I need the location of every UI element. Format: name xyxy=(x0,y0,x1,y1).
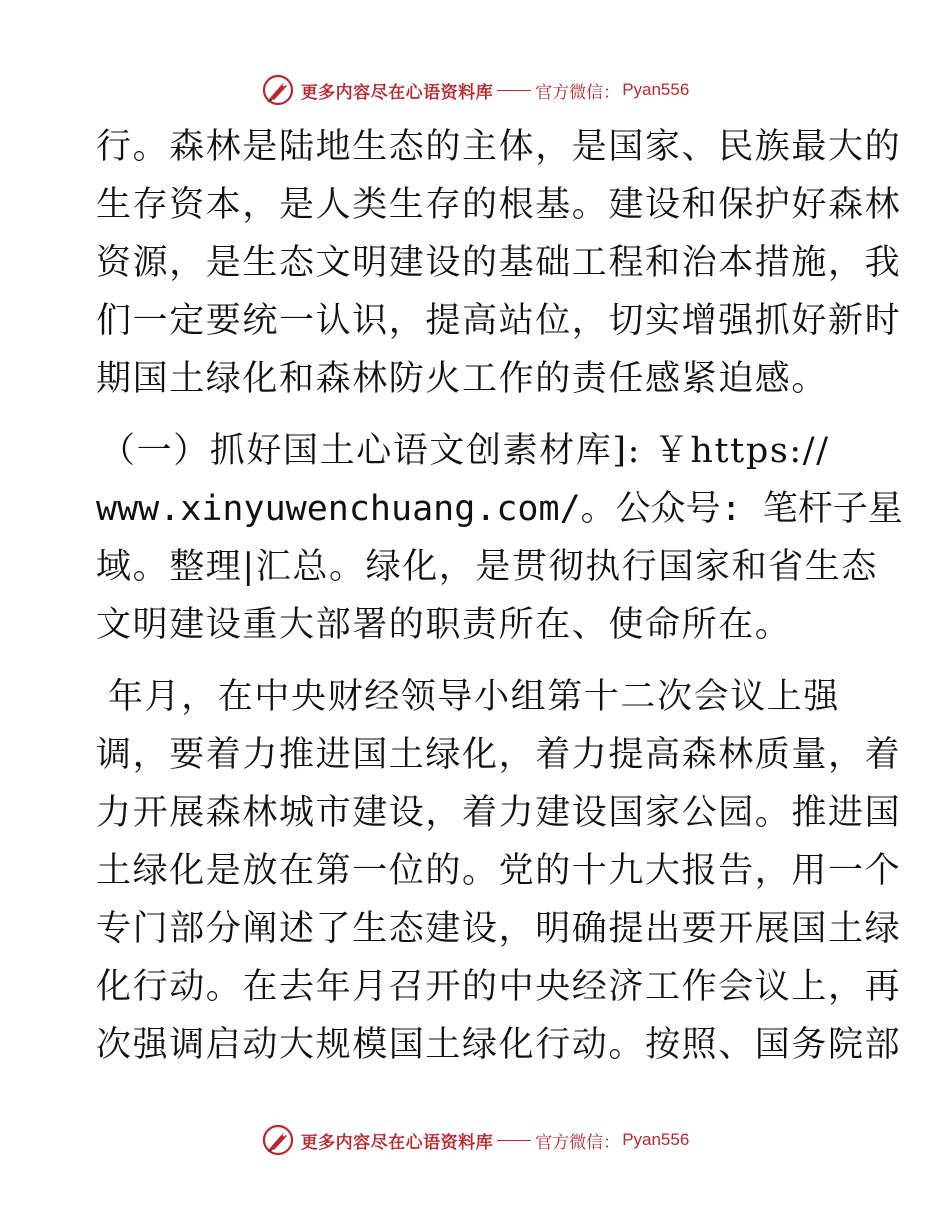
paragraph-gap xyxy=(96,654,866,668)
text-line: 文明建设重大部署的职责所在、使命所在。 xyxy=(96,605,792,645)
watermark-official-label: 官方微信： xyxy=(535,82,621,103)
text-line: 化行动。在去年月召开的中央经济工作会议上，再 xyxy=(96,967,902,1007)
text-line: 专门部分阐述了生态建设，明确提出要开展国土绿 xyxy=(96,909,902,949)
text-line: www.xinyuwenchuang.com/。公众号: 笔杆子星 xyxy=(96,489,903,529)
footer-watermark xyxy=(0,1120,950,1160)
text-line: 们一定要统一认识，提高站位，切实增强抓好新时 xyxy=(96,301,902,341)
watermark-divider xyxy=(497,1140,531,1141)
text-line: （一）抓好国土心语文创素材库]: ￥https:// xyxy=(100,431,830,471)
watermark-divider xyxy=(497,90,531,91)
text-line: 土绿化是放在第一位的。党的十九大报告，用一个 xyxy=(96,851,902,891)
text-line: 次强调启动大规模国土绿化行动。按照、国务院部 xyxy=(96,1025,902,1065)
text-line: 生存资本，是人类生存的根基。建设和保护好森林 xyxy=(96,185,902,225)
paragraph xyxy=(96,668,902,1074)
text-line: 域。整理|汇总。绿化，是贯彻执行国家和省生态 xyxy=(96,547,878,587)
text-line: 力开展森林城市建设，着力建设国家公园。推进国 xyxy=(96,793,902,833)
watermark-text: 更多内容尽在心语资料库 xyxy=(300,1132,494,1153)
text-line: 年月，在中央财经领导小组第十二次会议上强 xyxy=(108,677,841,717)
document-body xyxy=(96,118,903,1074)
paragraph xyxy=(96,118,902,408)
pen-logo-icon xyxy=(261,73,295,107)
watermark-wechat-id: Pyan556 xyxy=(622,80,690,99)
text-line: 资源，是生态文明建设的基础工程和治本措施，我 xyxy=(96,243,902,283)
text-line: 调，要着力推进国土绿化，着力提高森林质量，着 xyxy=(96,735,902,775)
watermark-wechat-id: Pyan556 xyxy=(622,1130,690,1149)
header-watermark xyxy=(0,70,950,110)
text-line: 期国土绿化和森林防火工作的责任感紧迫感。 xyxy=(96,359,829,399)
watermark-official-label: 官方微信： xyxy=(535,1132,621,1153)
pen-logo-icon xyxy=(261,1123,295,1157)
watermark-text: 更多内容尽在心语资料库 xyxy=(300,82,494,103)
paragraph-gap xyxy=(96,408,866,422)
paragraph xyxy=(96,422,903,654)
text-line: 行。森林是陆地生态的主体，是国家、民族最大的 xyxy=(96,127,902,167)
